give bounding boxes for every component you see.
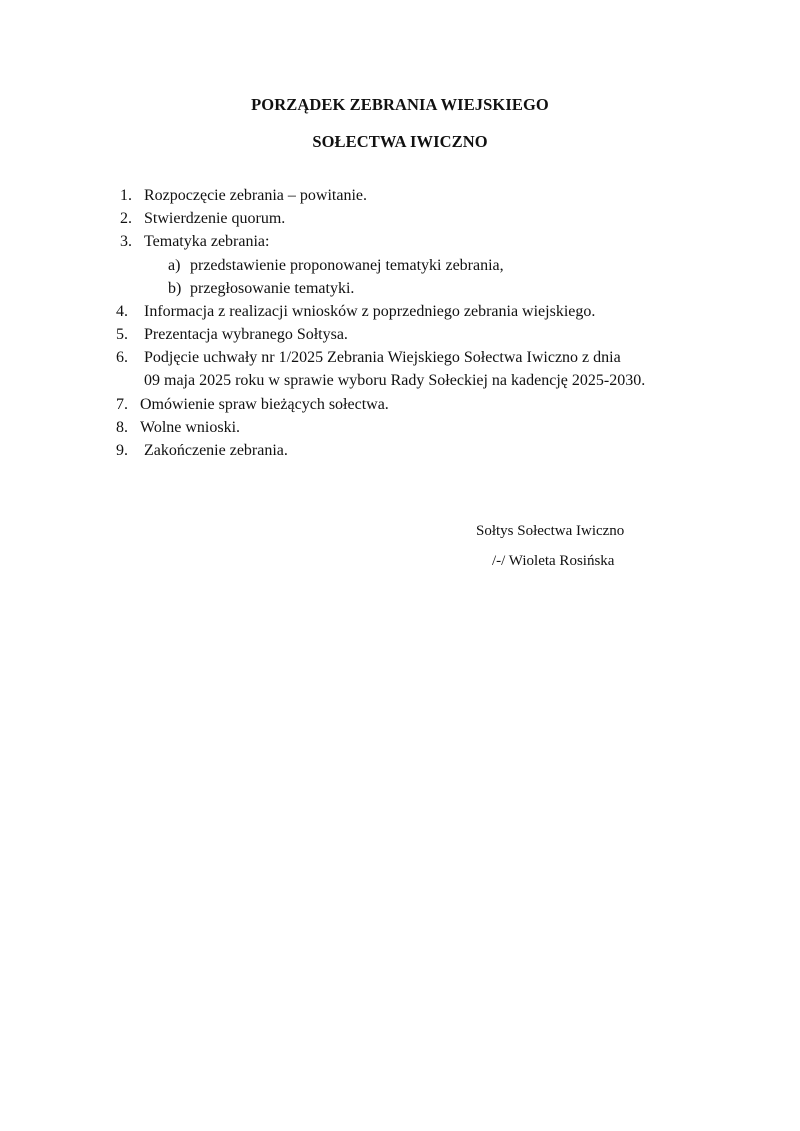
agenda-item-number: 2. bbox=[120, 210, 132, 227]
agenda-item-text: Prezentacja wybranego Sołtysa. bbox=[144, 326, 348, 343]
agenda-item-text: Zakończenie zebrania. bbox=[144, 442, 288, 459]
agenda-item-number: 5. bbox=[116, 326, 128, 343]
signature-name: /-/ Wioleta Rosińska bbox=[492, 553, 615, 569]
agenda-item-number: 3. bbox=[120, 233, 132, 250]
agenda-subitem-letter: a) bbox=[168, 257, 181, 274]
agenda-item-number: 9. bbox=[116, 442, 128, 459]
agenda-item-text: Podjęcie uchwały nr 1/2025 Zebrania Wiejskiego Sołectwa Iwiczno z dnia bbox=[144, 349, 621, 366]
agenda-subitem-text: przegłosowanie tematyki. bbox=[190, 280, 355, 297]
agenda-item-text: Informacja z realizacji wniosków z poprzedniego zebrania wiejskiego. bbox=[144, 303, 596, 320]
agenda-item-text-continued: 09 maja 2025 roku w sprawie wyboru Rady Sołeckiej na kadencję 2025-2030. bbox=[144, 372, 646, 389]
agenda-subitem-letter: b) bbox=[168, 280, 182, 297]
agenda-subitem-text: przedstawienie proponowanej tematyki zebrania, bbox=[190, 257, 504, 274]
document-title: PORZĄDEK ZEBRANIA WIEJSKIEGO bbox=[251, 95, 549, 114]
agenda-item-number: 4. bbox=[116, 303, 128, 320]
agenda-item-number: 7. bbox=[116, 396, 128, 413]
agenda-item-text: Tematyka zebrania: bbox=[144, 233, 270, 250]
document-subtitle: SOŁECTWA IWICZNO bbox=[312, 132, 488, 151]
agenda-item-text: Rozpoczęcie zebrania – powitanie. bbox=[144, 187, 367, 204]
agenda-item-number: 6. bbox=[116, 349, 128, 366]
signature-role: Sołtys Sołectwa Iwiczno bbox=[476, 523, 625, 539]
agenda-item-text: Stwierdzenie quorum. bbox=[144, 210, 286, 227]
agenda-item-text: Omówienie spraw bieżących sołectwa. bbox=[140, 396, 389, 413]
agenda-item-number: 1. bbox=[120, 187, 132, 204]
agenda-item-text: Wolne wnioski. bbox=[140, 419, 241, 436]
agenda-item-number: 8. bbox=[116, 419, 128, 436]
